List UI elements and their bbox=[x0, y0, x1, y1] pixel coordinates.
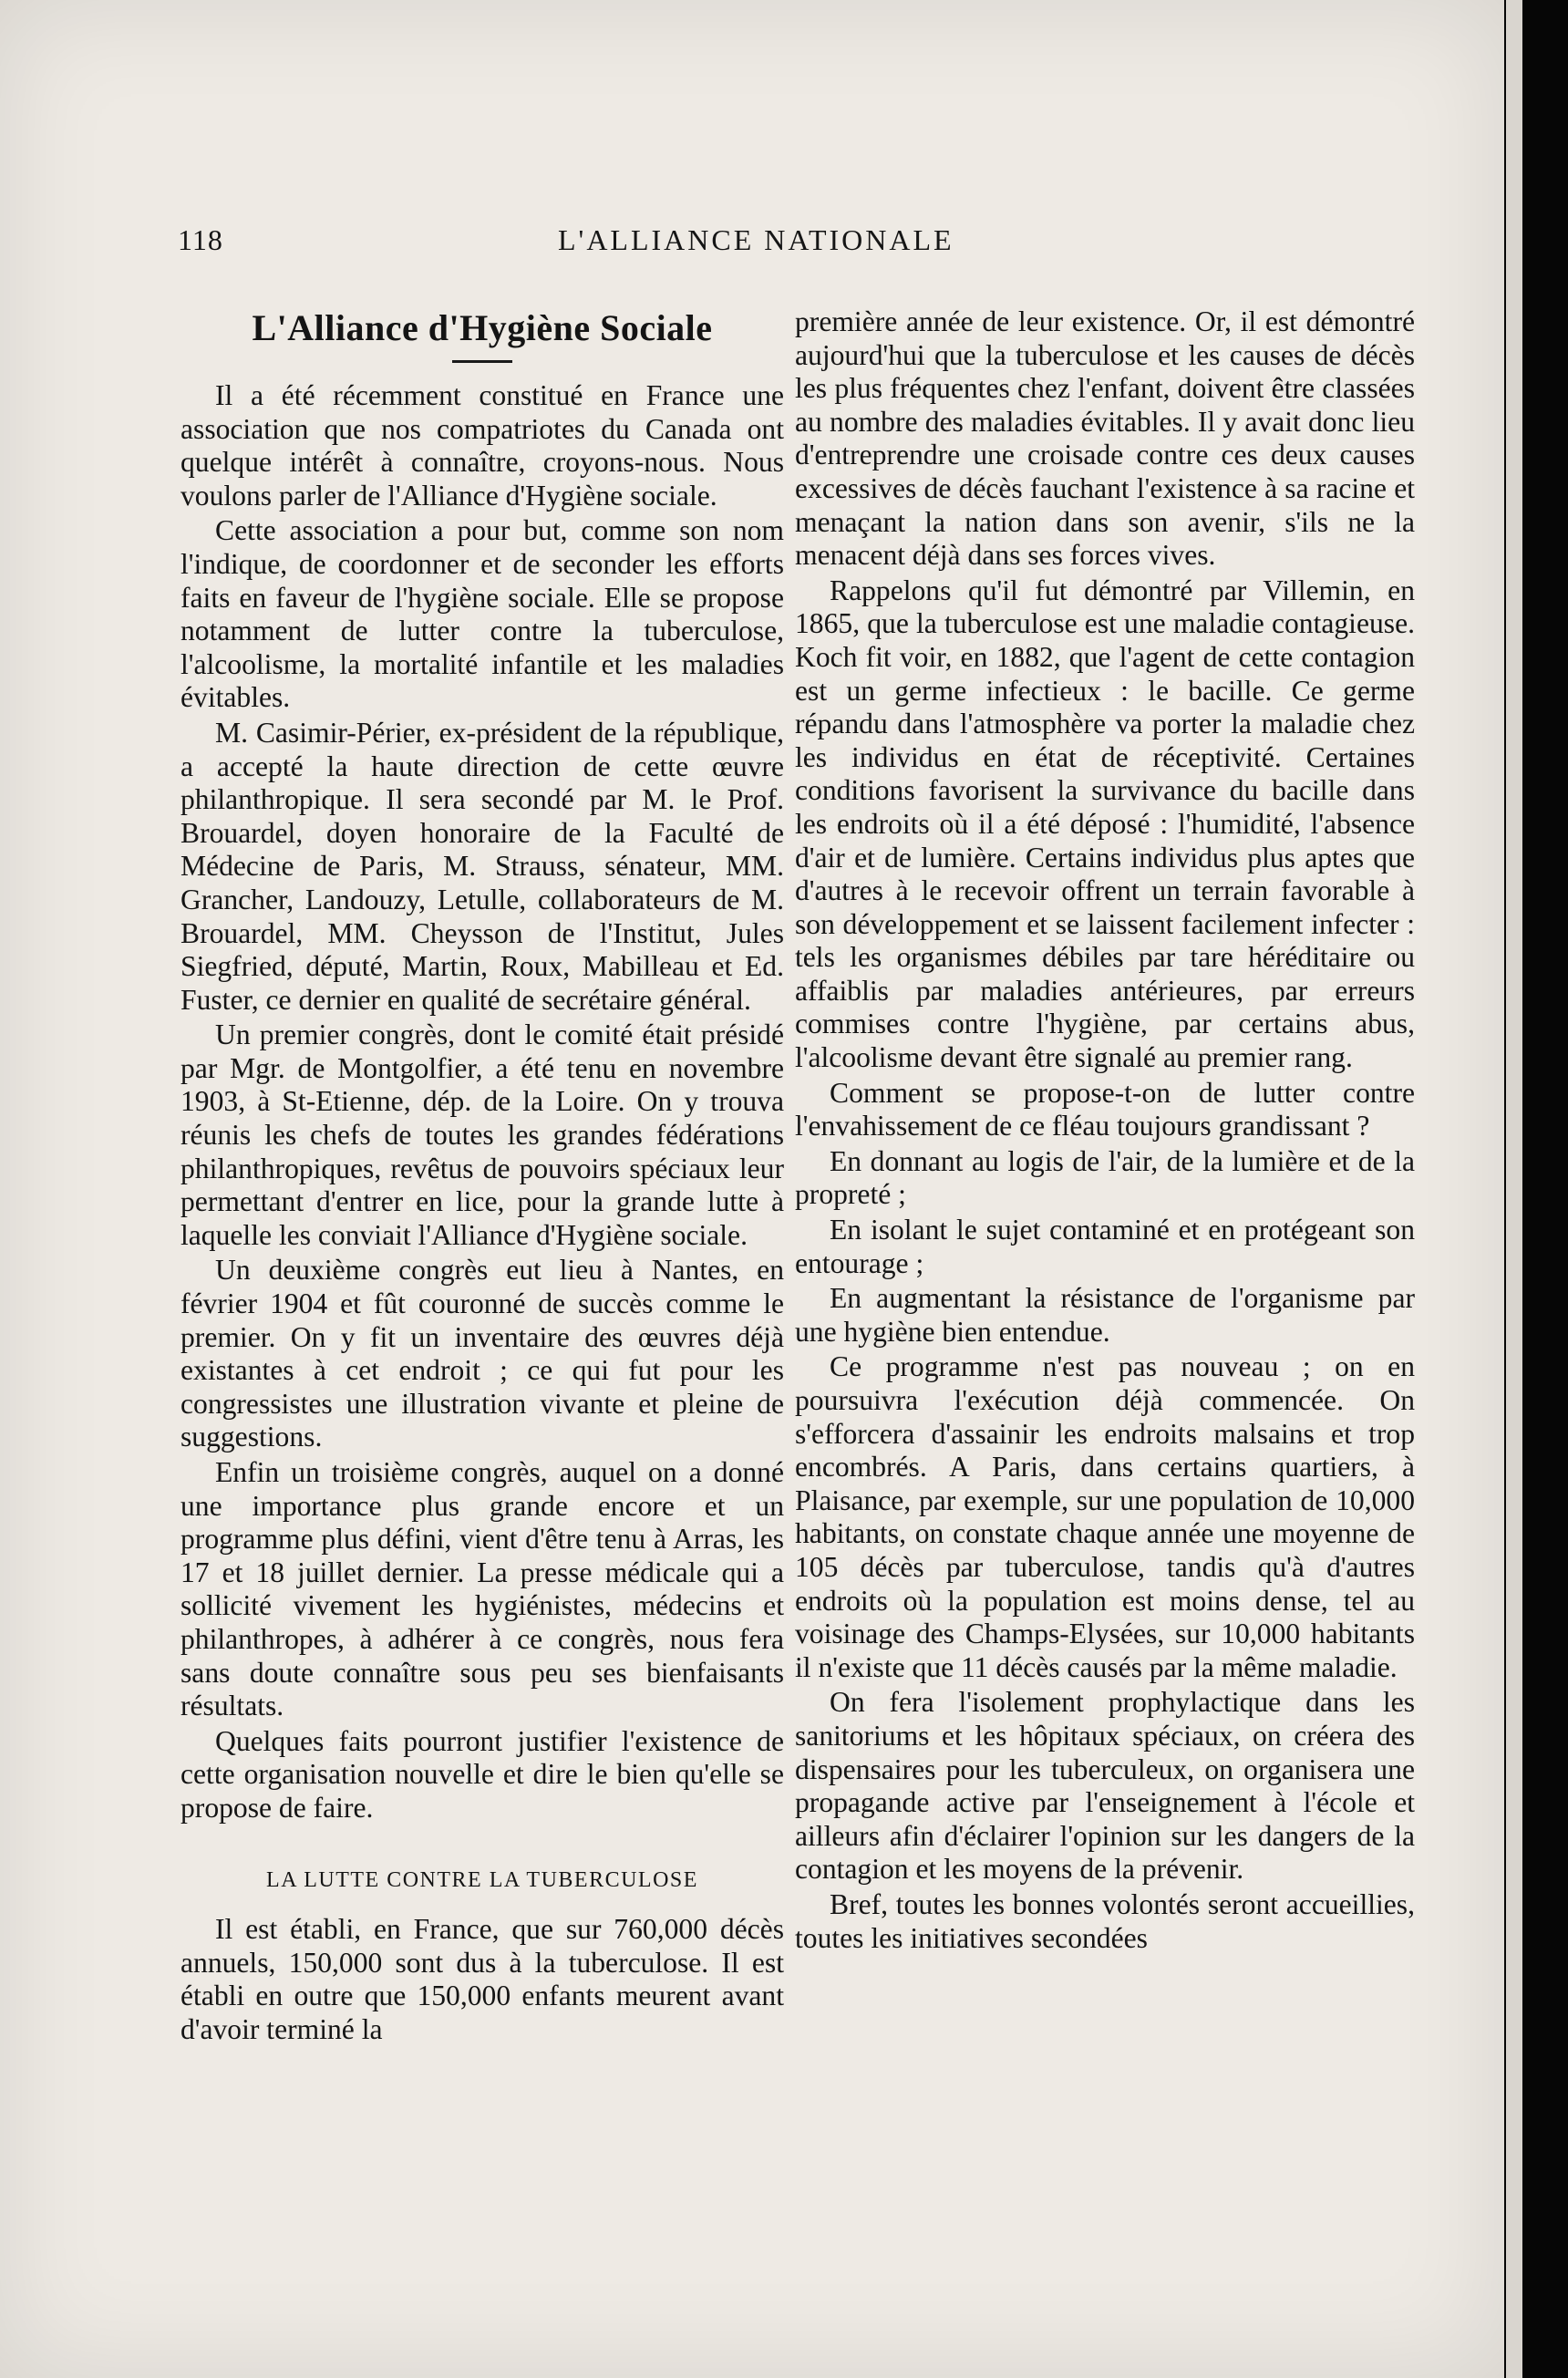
page-number: 118 bbox=[178, 223, 223, 256]
paragraph: M. Casimir-Périer, ex-président de la république, a accepté la haute direction de cette œuvre philanthropique. Il sera secondé par M. le Prof. Brouardel, doyen honoraire de la Faculté de Médecine de Paris, M. Strauss, sénateur, MM. Grancher, Landouzy, Letulle, collaborateurs de M. Brouardel, MM. Cheysson de l'Institut, Jules Siegfried, député, Martin, Roux, Mabilleau et Ed. Fuster, ce dernier en qualité de secrétaire général. bbox=[181, 716, 784, 1016]
paragraph: En donnant au logis de l'air, de la lumière et de la propreté ; bbox=[795, 1144, 1415, 1211]
paragraph: On fera l'isolement prophylactique dans les sanitoriums et les hôpitaux spéciaux, on créera des dispensaires pour les tuberculeux, on organisera une propagande active par l'enseignement à l'école et ailleurs afin d'éclairer l'opinion sur les dangers de la contagion et les moyens de la prévenir. bbox=[795, 1686, 1415, 1886]
paragraph: Comment se propose-t-on de lutter contre l'envahissement de ce fléau toujours grandissant ? bbox=[795, 1076, 1415, 1142]
paragraph: Cette association a pour but, comme son nom l'indique, de coordonner et de seconder les efforts faits en faveur de l'hygiène sociale. Elle se propose notamment de lutter contre la tuberculose, l'alcoolisme, la mortalité infantile et les maladies évitables. bbox=[181, 514, 784, 714]
left-column bbox=[181, 305, 784, 2047]
paragraph: Ce programme n'est pas nouveau ; on en poursuivra l'exécution déjà commencée. On s'efforcera d'assainir les endroits malsains et trop encombrés. A Paris, dans certains quartiers, à Plaisance, par exemple, sur une population de 10,000 habitants, on constate chaque année une moyenne de 105 décès par tuberculose, tandis qu'à d'autres endroits où la population est moins dense, tel au voisinage des Champs-Elysées, sur 10,000 habitants il n'existe que 11 décès causés par la même maladie. bbox=[795, 1350, 1415, 1683]
section-heading: LA LUTTE CONTRE LA TUBERCULOSE bbox=[266, 1867, 698, 1892]
right-column bbox=[795, 305, 1415, 1955]
paragraph: Il a été récemment constitué en France une association que nos compatriotes du Canada ont quelque intérêt à connaître, croyons-nous. Nous voulons parler de l'Alliance d'Hygiène sociale. bbox=[181, 379, 784, 512]
paragraph: Enfin un troisième congrès, auquel on a donné une importance plus grande encore et un programme plus défini, vient d'être tenu à Arras, les 17 et 18 juillet dernier. La presse médicale qui a sollicité vivement les hygiénistes, médecins et philanthropes, à adhérer à ce congrès, nous fera sans doute connaître sous peu ses bienfaisants résultats. bbox=[181, 1456, 784, 1722]
paragraph: Rappelons qu'il fut démontré par Villemin, en 1865, que la tuberculose est une maladie contagieuse. Koch fit voir, en 1882, que l'agent de cette contagion est un germe infectieux : le bacille. Ce germe répandu dans l'atmosphère va porter la maladie chez les individus en état de réceptivité. Certaines conditions favorisent la survivance du bacille dans les endroits où il a été déposé : l'humidité, l'absence d'air et de lumière. Certains individus plus aptes que d'autres à le recevoir offrent un terrain favorable à son développement et se laissent facilement infecter : tels les organismes débiles par tare héréditaire ou affaiblis par maladies antérieures, par erreurs commises contre l'hygiène, par certains abus, l'alcoolisme devant être signalé au premier rang. bbox=[795, 574, 1415, 1074]
paragraph: Quelques faits pourront justifier l'existence de cette organisation nouvelle et dire le bien qu'elle se propose de faire. bbox=[181, 1724, 784, 1824]
paragraph: Il est établi, en France, que sur 760,000 décès annuels, 150,000 sont dus à la tuberculose. Il est établi en outre que 150,000 enfants meurent avant d'avoir terminé la bbox=[181, 1913, 784, 2045]
paragraph: En isolant le sujet contaminé et en protégeant son entourage ; bbox=[795, 1214, 1415, 1279]
paragraph: Un premier congrès, dont le comité était présidé par Mgr. de Montgolfier, a été tenu en novembre 1903, à St-Etienne, dép. de la Loire. On y trouva réunis les chefs de toutes les grandes fédérations philanthropiques, revêtus de pouvoirs spéciaux leur permettant d'entrer en lice, pour la grande lutte à laquelle les conviait l'Alliance d'Hygiène sociale. bbox=[181, 1018, 784, 1251]
article-title: L'Alliance d'Hygiène Sociale bbox=[252, 307, 713, 348]
paragraph-continuation: première année de leur existence. Or, il est démontré aujourd'hui que la tuberculose et les causes de décès les plus fréquentes chez l'enfant, doivent être classées au nombre des maladies évitables. Il y avait donc lieu d'entreprendre une croisade contre ces deux causes excessives de décès fauchant l'existence à sa racine et menaçant la nation dans son avenir, s'ils ne la menacent déjà dans ses forces vives. bbox=[795, 305, 1415, 572]
paragraph: En augmentant la résistance de l'organisme par une hygiène bien entendue. bbox=[795, 1282, 1415, 1348]
paragraph: Bref, toutes les bonnes volontés seront accueillies, toutes les initiatives secondées bbox=[795, 1887, 1415, 1954]
next-page-edge bbox=[1506, 0, 1522, 2378]
paragraph: Un deuxième congrès eut lieu à Nantes, en février 1904 et fût couronné de succès comme le premier. On y fit un inventaire des œuvres déjà existantes à cet endroit ; ce qui fut pour les congressistes une illustration vivante et pleine de suggestions. bbox=[181, 1254, 784, 1453]
title-rule bbox=[452, 360, 512, 363]
running-title: L'ALLIANCE NATIONALE bbox=[558, 223, 954, 256]
